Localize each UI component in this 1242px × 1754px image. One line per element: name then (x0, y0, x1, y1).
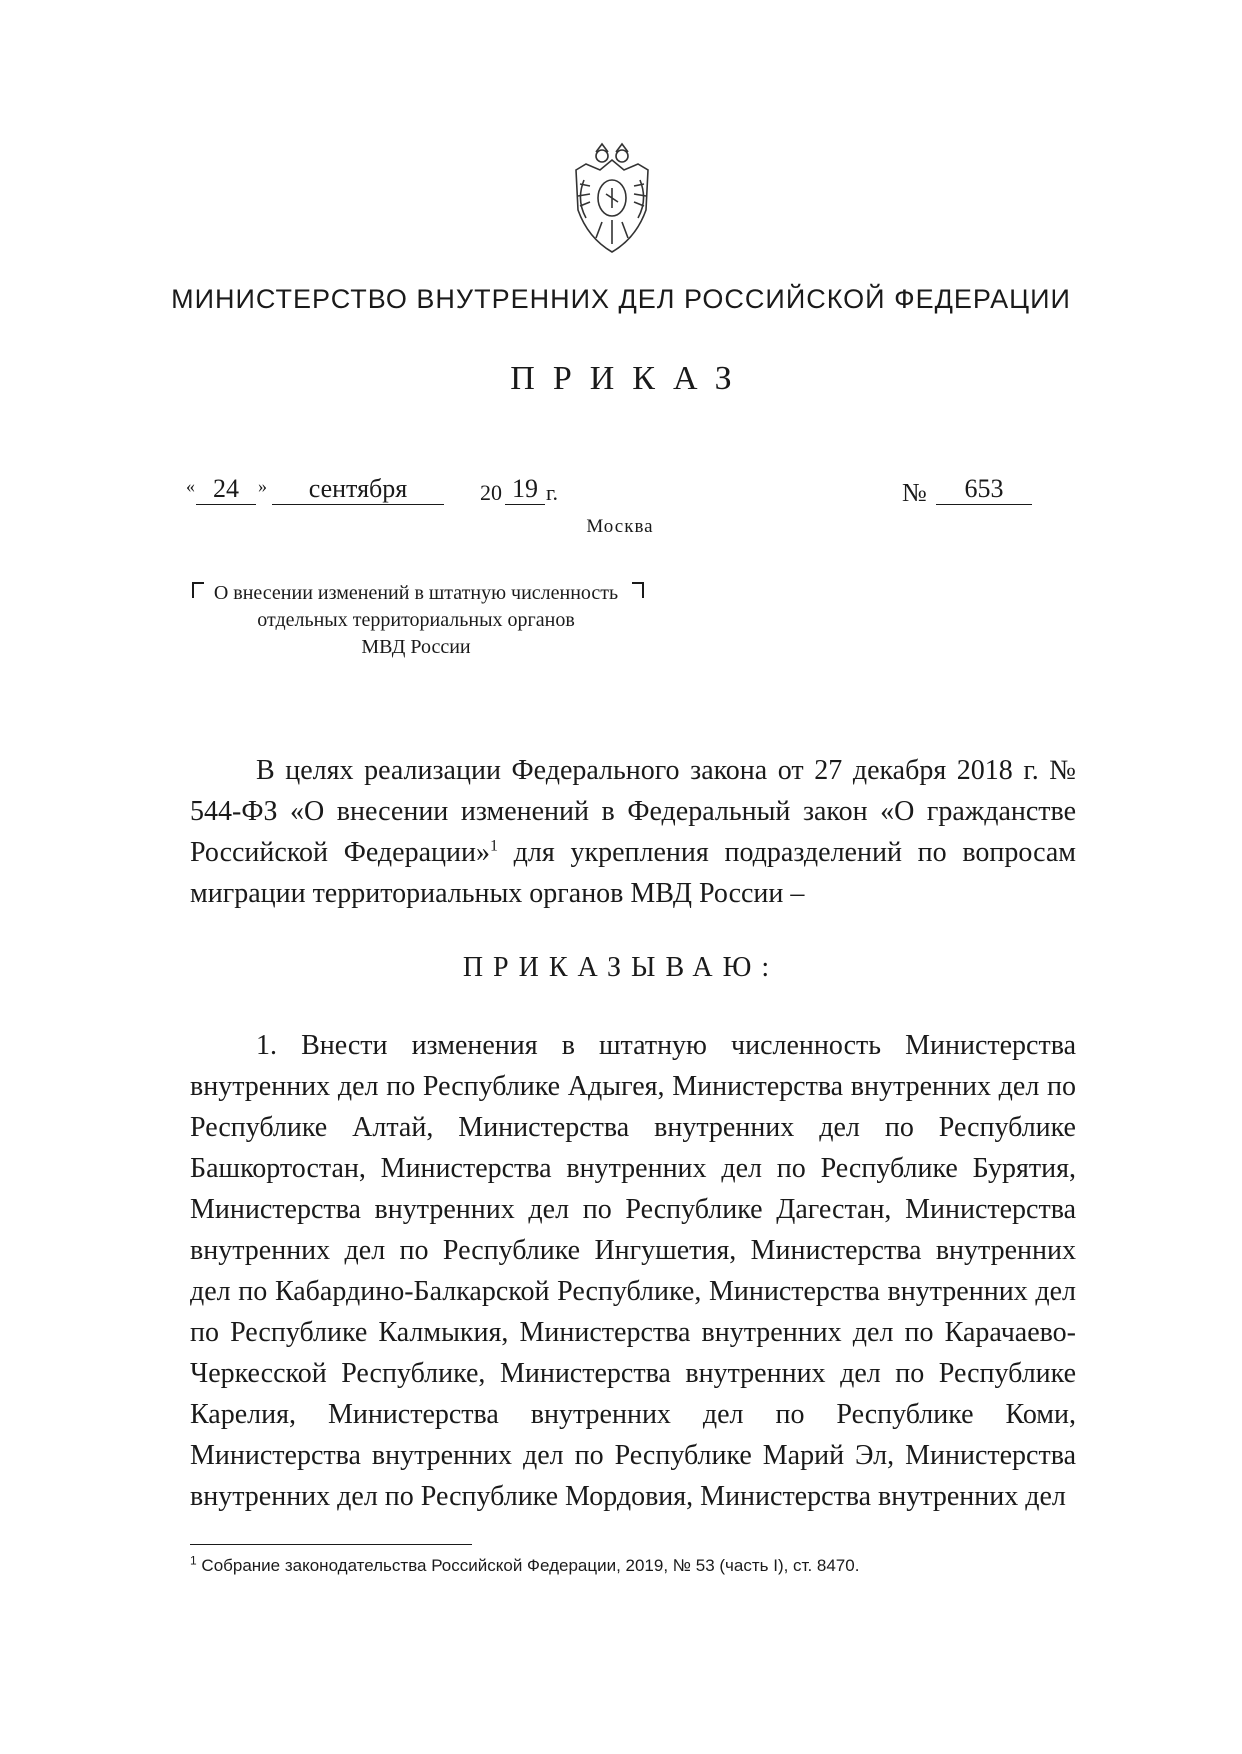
footnote-mark: 1 (190, 1553, 197, 1568)
subject-line: отдельных территориальных органов (257, 609, 575, 631)
date-month: сентября (272, 474, 444, 505)
russian-coat-of-arms-icon (556, 140, 668, 258)
footnote-text: Собрание законодательства Российской Федерации, 2019, № 53 (часть I), ст. 8470. (196, 1556, 860, 1575)
item-1-paragraph: 1. Внести изменения в штатную численность Министерства внутренних дел по Республике Адыгея, Министерства внутренних дел по Республике Алтай, Министерства внутренних дел по Республике Башкортостан, Министерства внутренних дел по Республике Бурятия, Министерства внутренних дел по Республике Дагестан, Министерства внутренних дел по Республике Ингушетия, Министерства внутренних дел по Кабардино-Балкарской Республике, Министерства внутренних дел по Республике Калмыкия, Министерства внутренних дел по Карачаево-Черкесской Республике, Министерства внутренних дел по Республике Карелия, Министерства внутренних дел по Республике Коми, Министерства внутренних дел по Республике Марий Эл, Министерства внутренних дел по Республике Мордовия, Министерства внутренних дел (190, 1030, 1076, 1512)
date-year-prefix: 20 (480, 480, 502, 505)
date-year-unit: г. (546, 480, 559, 505)
footnote-divider (190, 1544, 472, 1545)
preamble-text-end: для укрепления подразделений по вопросам миграции территориальных органов МВД России – (190, 837, 1076, 909)
order-subject (196, 580, 636, 661)
footnote (190, 1553, 1090, 1576)
subject-line: О внесении изменений в штатную численность (213, 582, 619, 604)
footnote-reference: 1 (489, 837, 498, 855)
preamble-paragraph (190, 750, 1076, 914)
date-close-quote: » (258, 476, 267, 496)
document-type: ПРИКАЗ (510, 360, 750, 397)
order-number: 653 (936, 474, 1032, 505)
date-open-quote: « (186, 476, 195, 496)
order-word: ПРИКАЗЫВАЮ: (462, 952, 780, 983)
number-sign: № (902, 478, 927, 507)
ministry-name: МИНИСТЕРСТВО ВНУТРЕННИХ ДЕЛ РОССИЙСКОЙ ФЕДЕРАЦИИ (171, 284, 1071, 314)
preamble-text: В целях реализации Федерального закона от 27 декабря 2018 г. № 544-ФЗ «О внесении изменений в Федеральный закон «О гражданстве Российской Федерации» (190, 755, 1076, 868)
date-day: 24 (196, 474, 256, 505)
subject-line: МВД России (361, 636, 471, 658)
date-year: 19 (505, 474, 545, 505)
city: Москва (586, 516, 654, 537)
